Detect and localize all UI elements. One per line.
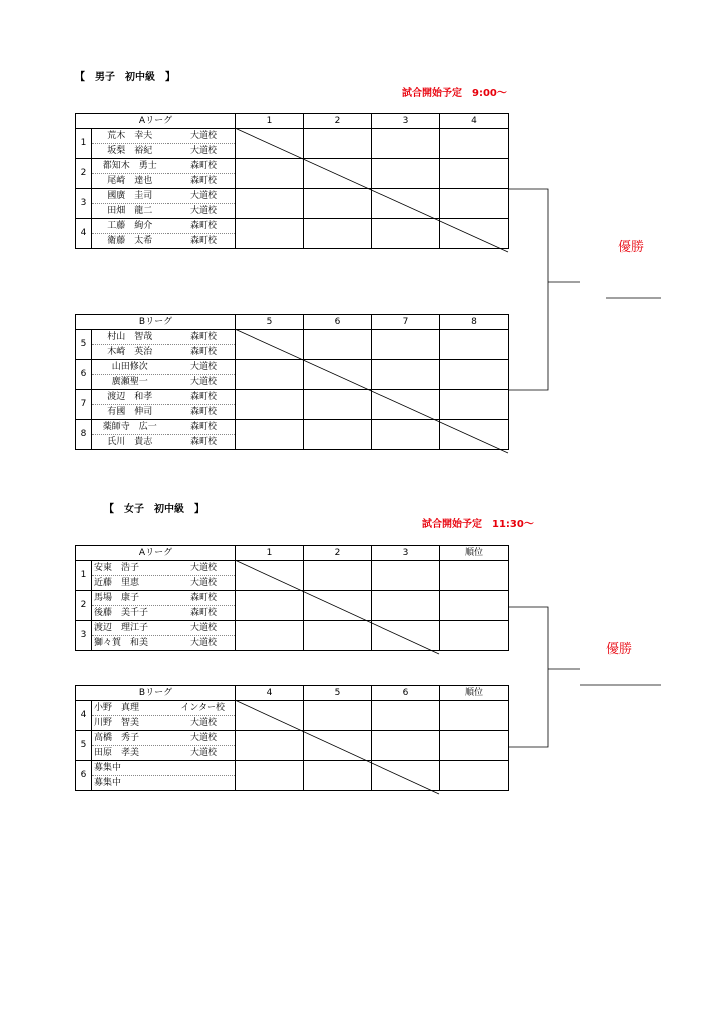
entry-number: 6	[76, 761, 92, 791]
boys-start-time: 試合開始予定 9:00～	[402, 88, 507, 99]
result-cell[interactable]	[372, 561, 440, 591]
player-school: 大道校	[168, 731, 236, 746]
league-header: Aリーグ	[76, 546, 236, 561]
player-name: 有國 伸司	[92, 405, 168, 420]
entry-number: 5	[76, 731, 92, 761]
result-cell[interactable]	[372, 159, 440, 189]
entry-number: 6	[76, 360, 92, 390]
girls-start-time: 試合開始予定 11:30～	[422, 519, 534, 530]
result-cell[interactable]	[372, 189, 440, 219]
player-name: 安東 浩子	[92, 561, 168, 576]
result-cell[interactable]	[304, 129, 372, 159]
result-cell[interactable]	[304, 189, 372, 219]
boys-bracket	[508, 189, 548, 390]
entry-number: 4	[76, 219, 92, 249]
result-cell[interactable]	[372, 761, 440, 791]
column-header: 3	[372, 546, 440, 561]
girls-winner-label: 優勝	[606, 642, 633, 657]
entry-number: 5	[76, 330, 92, 360]
result-cell[interactable]	[304, 731, 372, 761]
league-header: Bリーグ	[76, 686, 236, 701]
column-header: 1	[236, 546, 304, 561]
result-cell[interactable]	[372, 390, 440, 420]
player-name: 荒木 幸夫	[92, 129, 168, 144]
result-cell[interactable]	[236, 761, 304, 791]
result-cell[interactable]	[440, 219, 509, 249]
player-name: 田畑 龍二	[92, 204, 168, 219]
column-header: 5	[236, 315, 304, 330]
rank-cell[interactable]	[440, 621, 509, 651]
result-cell[interactable]	[304, 330, 372, 360]
result-cell[interactable]	[236, 420, 304, 450]
result-cell[interactable]	[304, 621, 372, 651]
result-cell[interactable]	[236, 731, 304, 761]
column-header: 7	[372, 315, 440, 330]
rank-cell[interactable]	[440, 561, 509, 591]
player-name: 尾崎 達也	[92, 174, 168, 189]
result-cell[interactable]	[236, 129, 304, 159]
player-school: 大道校	[168, 716, 236, 731]
result-cell[interactable]	[236, 561, 304, 591]
entry-number: 1	[76, 561, 92, 591]
result-cell[interactable]	[440, 420, 509, 450]
player-school: 大道校	[168, 204, 236, 219]
result-cell[interactable]	[440, 390, 509, 420]
column-header: 1	[236, 114, 304, 129]
result-cell[interactable]	[304, 420, 372, 450]
girls-league-b-table	[75, 685, 509, 791]
player-name: 田原 孝美	[92, 746, 168, 761]
entry-number: 1	[76, 129, 92, 159]
result-cell[interactable]	[372, 330, 440, 360]
result-cell[interactable]	[372, 731, 440, 761]
player-school: 大道校	[168, 189, 236, 204]
result-cell[interactable]	[372, 591, 440, 621]
result-cell[interactable]	[304, 561, 372, 591]
player-school: 森町校	[168, 435, 236, 450]
column-header: 5	[304, 686, 372, 701]
entry-number: 3	[76, 621, 92, 651]
boys-league-b-table	[75, 314, 509, 450]
rank-cell[interactable]	[440, 731, 509, 761]
column-header: 順位	[440, 686, 509, 701]
result-cell[interactable]	[440, 129, 509, 159]
result-cell[interactable]	[372, 621, 440, 651]
column-header: 6	[304, 315, 372, 330]
player-name: 工藤 絢介	[92, 219, 168, 234]
result-cell[interactable]	[236, 390, 304, 420]
entry-number: 4	[76, 701, 92, 731]
player-name: 都知木 勇士	[92, 159, 168, 174]
result-cell[interactable]	[236, 621, 304, 651]
player-name: 木崎 英治	[92, 345, 168, 360]
entry-number: 8	[76, 420, 92, 450]
player-school: 森町校	[168, 591, 236, 606]
player-name: 村山 智哉	[92, 330, 168, 345]
player-school: 森町校	[168, 420, 236, 435]
column-header: 6	[372, 686, 440, 701]
player-school: 森町校	[168, 159, 236, 174]
girls-league-a-table	[75, 545, 509, 651]
player-school: 大道校	[168, 129, 236, 144]
entry-number: 7	[76, 390, 92, 420]
player-school: 森町校	[168, 606, 236, 621]
league-header: Aリーグ	[76, 114, 236, 129]
result-cell[interactable]	[236, 701, 304, 731]
result-cell[interactable]	[236, 219, 304, 249]
result-cell[interactable]	[236, 189, 304, 219]
result-cell[interactable]	[440, 360, 509, 390]
rank-cell[interactable]	[440, 701, 509, 731]
player-name: 募集中	[92, 761, 168, 776]
player-name: 渡辺 理江子	[92, 621, 168, 636]
girls-section-title: 【 女子 初中級 】	[104, 504, 204, 515]
rank-cell[interactable]	[440, 761, 509, 791]
player-school: 大道校	[168, 360, 236, 375]
player-school: 大道校	[168, 144, 236, 159]
result-cell[interactable]	[236, 330, 304, 360]
player-school: 大道校	[168, 561, 236, 576]
result-cell[interactable]	[304, 761, 372, 791]
player-name: 薬師寺 広一	[92, 420, 168, 435]
player-school: 大道校	[168, 621, 236, 636]
result-cell[interactable]	[440, 189, 509, 219]
player-school: 大道校	[168, 576, 236, 591]
player-school: 森町校	[168, 390, 236, 405]
player-name: 後藤 美千子	[92, 606, 168, 621]
player-name: 馬場 康子	[92, 591, 168, 606]
player-school: 森町校	[168, 174, 236, 189]
player-name: 山田修次	[92, 360, 168, 375]
player-name: 國廣 圭司	[92, 189, 168, 204]
player-name: 衛藤 太希	[92, 234, 168, 249]
result-cell[interactable]	[304, 390, 372, 420]
result-cell[interactable]	[372, 420, 440, 450]
player-name: 坂梨 裕紀	[92, 144, 168, 159]
player-name: 獅々賀 和美	[92, 636, 168, 651]
player-name: 廣瀬聖一	[92, 375, 168, 390]
player-school: 森町校	[168, 330, 236, 345]
result-cell[interactable]	[304, 219, 372, 249]
result-cell[interactable]	[304, 591, 372, 621]
column-header: 8	[440, 315, 509, 330]
player-school: 大道校	[168, 746, 236, 761]
column-header: 2	[304, 546, 372, 561]
player-name: 渡辺 和孝	[92, 390, 168, 405]
result-cell[interactable]	[372, 701, 440, 731]
player-school	[168, 761, 236, 776]
entry-number: 3	[76, 189, 92, 219]
player-school: 大道校	[168, 636, 236, 651]
result-cell[interactable]	[372, 219, 440, 249]
boys-league-a-table	[75, 113, 509, 249]
player-name: 募集中	[92, 776, 168, 791]
player-school: 森町校	[168, 345, 236, 360]
result-cell[interactable]	[236, 159, 304, 189]
boys-section-title: 【 男子 初中級 】	[75, 72, 175, 83]
column-header: 4	[440, 114, 509, 129]
result-cell[interactable]	[440, 159, 509, 189]
column-header: 3	[372, 114, 440, 129]
girls-bracket	[508, 607, 548, 747]
result-cell[interactable]	[304, 701, 372, 731]
rank-cell[interactable]	[440, 591, 509, 621]
result-cell[interactable]	[236, 360, 304, 390]
league-header: Bリーグ	[76, 315, 236, 330]
player-name: 小野 真理	[92, 701, 168, 716]
entry-number: 2	[76, 159, 92, 189]
player-school: 大道校	[168, 375, 236, 390]
player-name: 川野 智美	[92, 716, 168, 731]
result-cell[interactable]	[372, 129, 440, 159]
result-cell[interactable]	[236, 591, 304, 621]
result-cell[interactable]	[440, 330, 509, 360]
player-name: 高橋 秀子	[92, 731, 168, 746]
column-header: 2	[304, 114, 372, 129]
player-name: 氏川 貴志	[92, 435, 168, 450]
result-cell[interactable]	[372, 360, 440, 390]
player-school: 森町校	[168, 405, 236, 420]
player-school: インター校	[168, 701, 236, 716]
player-school: 森町校	[168, 234, 236, 249]
player-school: 森町校	[168, 219, 236, 234]
result-cell[interactable]	[304, 360, 372, 390]
column-header: 4	[236, 686, 304, 701]
entry-number: 2	[76, 591, 92, 621]
player-school	[168, 776, 236, 791]
result-cell[interactable]	[304, 159, 372, 189]
player-name: 近藤 里恵	[92, 576, 168, 591]
boys-winner-label: 優勝	[618, 240, 645, 255]
column-header: 順位	[440, 546, 509, 561]
